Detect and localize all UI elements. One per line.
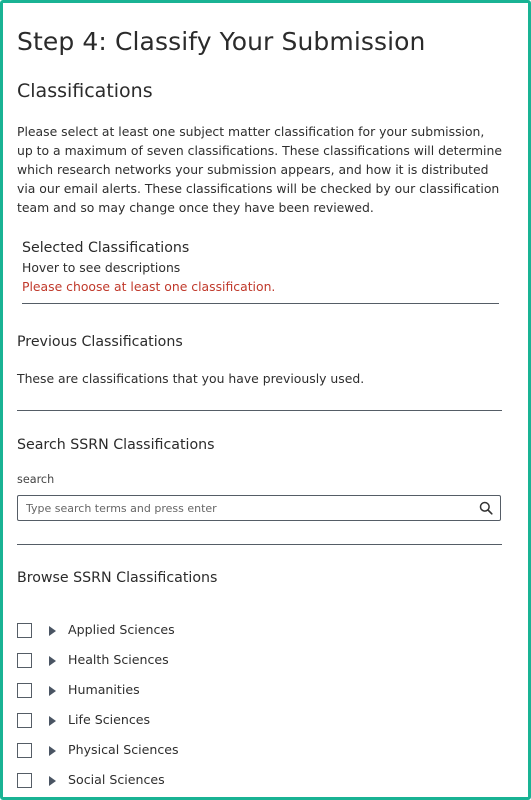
selected-classifications-panel xyxy=(22,238,499,304)
classification-label[interactable]: Health Sciences xyxy=(68,652,169,667)
classifications-heading: Classifications xyxy=(17,80,153,102)
browse-item-humanities xyxy=(17,681,502,711)
expand-triangle-icon[interactable] xyxy=(49,746,56,756)
classification-label[interactable]: Applied Sciences xyxy=(68,622,175,637)
browse-item-social-sciences xyxy=(17,771,502,800)
classification-label[interactable]: Humanities xyxy=(68,682,140,697)
classification-checkbox[interactable] xyxy=(17,743,32,758)
classification-checkbox[interactable] xyxy=(17,713,32,728)
classifications-intro: Please select at least one subject matter classification for your submission, up to a maximum of seven classifications. These classifications will determine which research networks your submission appears, and how it is distributed via our email alerts. These classifications will be checked by our classification team and so may change once they have been reviewed. xyxy=(17,124,502,215)
browse-item-life-sciences xyxy=(17,711,502,741)
classification-checkbox[interactable] xyxy=(17,623,32,638)
search-box xyxy=(17,495,501,521)
expand-triangle-icon[interactable] xyxy=(49,686,56,696)
browse-classifications-heading: Browse SSRN Classifications xyxy=(17,570,218,586)
previous-classifications-text: These are classifications that you have previously used. xyxy=(17,371,365,386)
classification-label[interactable]: Physical Sciences xyxy=(68,742,179,757)
classification-label[interactable]: Life Sciences xyxy=(68,712,151,727)
previous-classifications-heading: Previous Classifications xyxy=(17,334,183,350)
browse-item-physical-sciences xyxy=(17,741,502,771)
selected-classifications-heading: Selected Classifications xyxy=(22,240,190,256)
classification-checkbox[interactable] xyxy=(17,683,32,698)
page-title: Step 4: Classify Your Submission xyxy=(17,27,426,56)
selected-classifications-error: Please choose at least one classification. xyxy=(22,279,276,294)
search-input[interactable] xyxy=(18,496,468,520)
previous-divider xyxy=(17,410,502,411)
expand-triangle-icon[interactable] xyxy=(49,656,56,666)
expand-triangle-icon[interactable] xyxy=(49,716,56,726)
search-classifications-heading: Search SSRN Classifications xyxy=(17,437,215,453)
browse-item-applied-sciences xyxy=(17,621,502,651)
classification-checkbox[interactable] xyxy=(17,653,32,668)
search-divider xyxy=(17,544,502,545)
expand-triangle-icon[interactable] xyxy=(49,626,56,636)
search-icon[interactable] xyxy=(479,501,493,515)
expand-triangle-icon[interactable] xyxy=(49,776,56,786)
selected-classifications-hint: Hover to see descriptions xyxy=(22,260,181,275)
search-label: search xyxy=(17,473,55,486)
classification-checkbox[interactable] xyxy=(17,773,32,788)
classification-label[interactable]: Social Sciences xyxy=(68,772,165,787)
browse-item-health-sciences xyxy=(17,651,502,681)
browse-classifications-list xyxy=(17,621,502,800)
